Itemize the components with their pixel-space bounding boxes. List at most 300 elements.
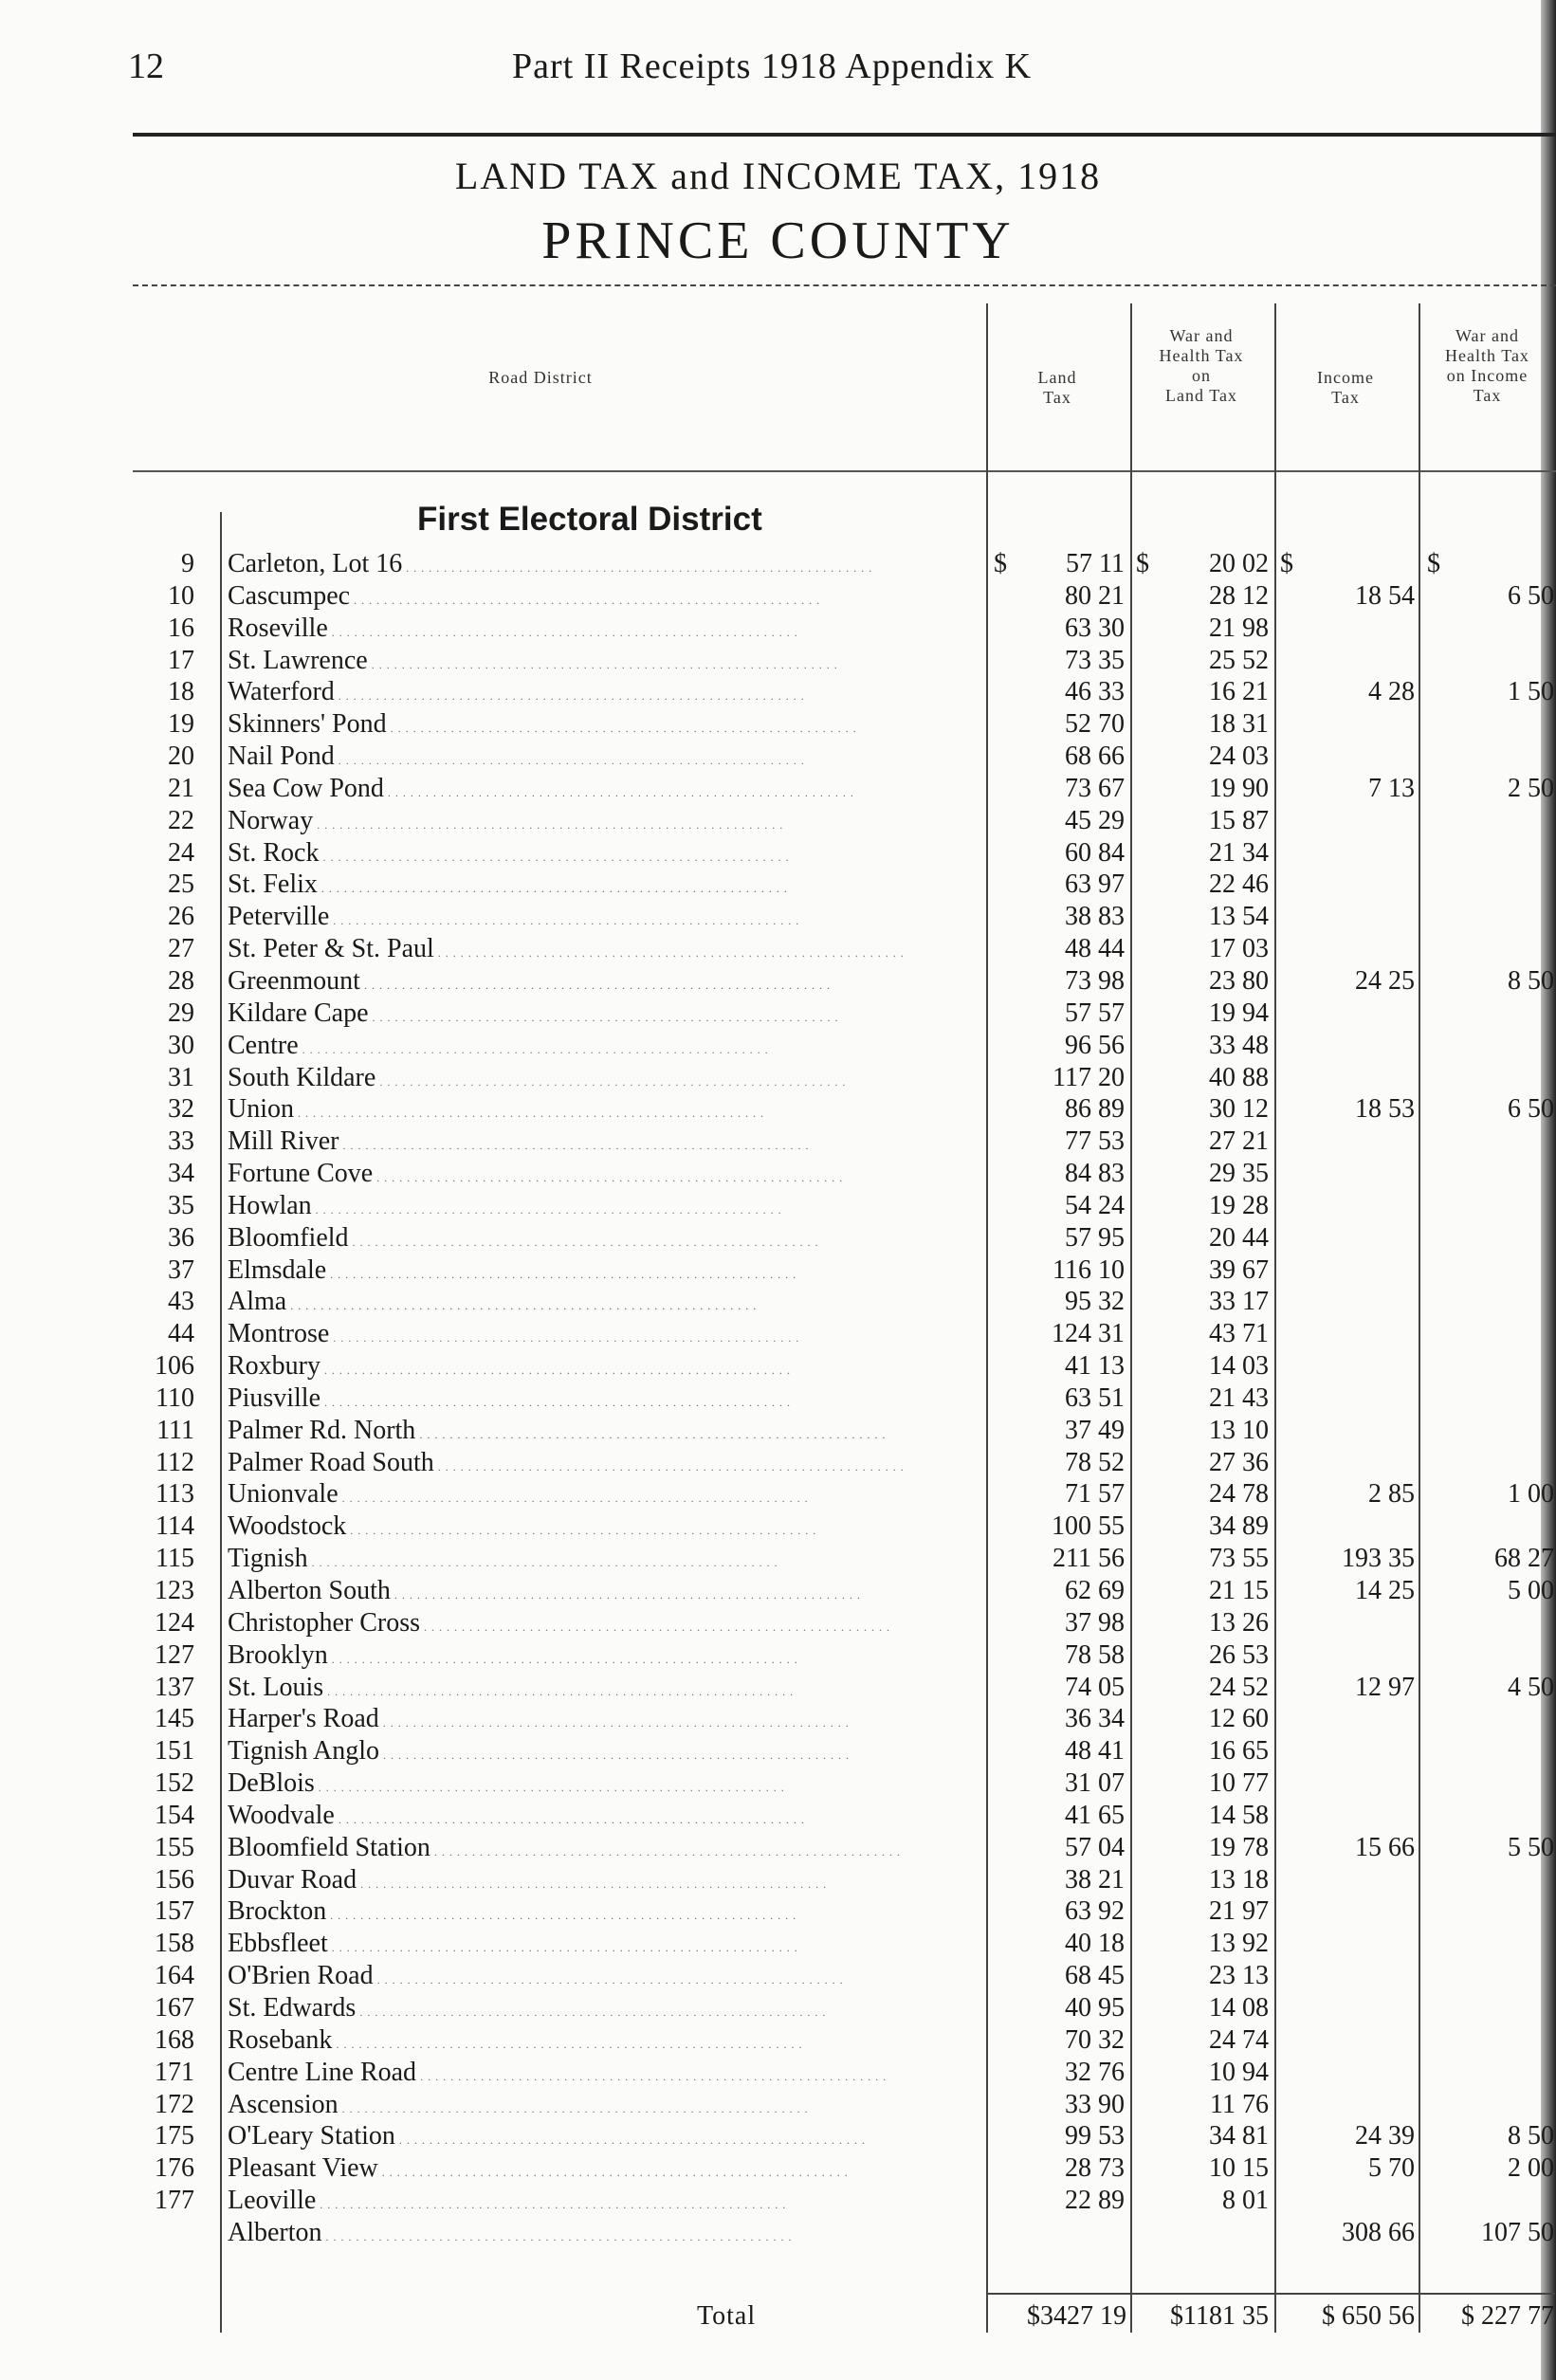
row-number: 114: [156, 1511, 194, 1542]
land-tax-value: 211 56: [1053, 1544, 1125, 1574]
land-tax-value: 57 04: [1065, 1832, 1125, 1862]
war-land-value: 43 71: [1209, 1319, 1269, 1349]
road-district-name: Montrose . . .: [228, 1318, 986, 1355]
table-row: [0, 741, 1556, 773]
row-number: 21: [168, 773, 194, 803]
war-land-value: 8 01: [1222, 2186, 1269, 2216]
land-tax-value: 63 97: [1065, 870, 1125, 900]
war-land-value: 19 28: [1209, 1190, 1269, 1220]
road-district-name: Rosebank . . .: [228, 2024, 986, 2061]
road-district-name: Fortune Cove . . .: [228, 1158, 986, 1195]
row-number: 43: [168, 1287, 194, 1317]
row-number: 167: [155, 1992, 194, 2023]
land-tax-value: 70 32: [1065, 2024, 1125, 2055]
income-tax-value: 4 28: [1368, 677, 1415, 707]
table-row: [0, 1832, 1556, 1864]
war-land-value: 16 65: [1209, 1736, 1269, 1767]
land-tax-value: 60 84: [1065, 837, 1125, 868]
road-district-name: Norway . . .: [228, 805, 986, 842]
war-income-value: 2 50: [1508, 773, 1554, 803]
section-title: First Electoral District: [417, 501, 762, 538]
table-row: [0, 1093, 1556, 1126]
table-row: [0, 2217, 1556, 2249]
land-tax-value: 96 56: [1065, 1030, 1125, 1060]
road-district-name: St. Peter & St. Paul . . .: [228, 933, 986, 970]
table-row: [0, 645, 1556, 677]
row-number: 176: [155, 2153, 194, 2184]
total-label: Total: [697, 2301, 757, 2331]
road-district-name: Harper's Road . . .: [228, 1703, 986, 1740]
war-land-value: 23 80: [1209, 965, 1269, 996]
land-tax-value: 36 34: [1065, 1704, 1125, 1734]
row-number: 16: [168, 613, 194, 643]
land-tax-value: 95 32: [1065, 1287, 1125, 1317]
land-tax-value: 100 55: [1052, 1511, 1125, 1542]
row-number: 172: [155, 2089, 194, 2119]
land-tax-value: 46 33: [1065, 677, 1125, 707]
land-tax-value: 117 20: [1053, 1062, 1125, 1092]
land-tax-value: 38 21: [1065, 1864, 1125, 1895]
land-tax-value: 63 92: [1065, 1896, 1125, 1927]
table-row: [0, 2185, 1556, 2217]
row-number: 32: [168, 1094, 194, 1125]
land-tax-value: 40 18: [1065, 1929, 1125, 1959]
war-land-value: 19 94: [1209, 998, 1269, 1028]
land-tax-value: 73 67: [1065, 773, 1125, 803]
land-tax-value: 37 98: [1065, 1607, 1125, 1638]
column-headers: [0, 284, 1556, 474]
row-number: 112: [156, 1447, 194, 1477]
row-number: 175: [155, 2121, 194, 2151]
table-row: [0, 613, 1556, 645]
page-header: [0, 46, 1556, 93]
road-district-name: Christopher Cross . . .: [228, 1607, 986, 1644]
war-income-value: 5 50: [1508, 1832, 1554, 1862]
war-income-value: 2 00: [1508, 2153, 1554, 2184]
road-district-name: O'Brien Road . . .: [228, 1960, 986, 1997]
war-land-value: 13 18: [1209, 1864, 1269, 1895]
land-tax-value: 28 73: [1065, 2153, 1125, 2184]
income-tax-value: 308 66: [1342, 2217, 1415, 2247]
row-number: 106: [155, 1351, 194, 1382]
table-row: [0, 708, 1556, 741]
road-district-name: Tignish . . .: [228, 1543, 986, 1580]
table-row: [0, 1864, 1556, 1896]
table-row: [0, 1318, 1556, 1350]
road-district-name: South Kildare . . .: [228, 1062, 986, 1099]
war-land-value: 27 21: [1209, 1126, 1269, 1157]
land-tax-value: 63 30: [1065, 613, 1125, 643]
income-tax-value: 18 53: [1355, 1094, 1415, 1125]
war-income-value: 6 50: [1508, 1094, 1554, 1125]
war-income-value: 8 50: [1508, 2121, 1554, 2151]
road-district-name: Alma . . .: [228, 1286, 986, 1323]
table-body: [0, 548, 1556, 2249]
war-land-value: 40 88: [1209, 1062, 1269, 1092]
income-tax-value: 2 85: [1368, 1479, 1415, 1510]
header-road-district: [398, 368, 683, 388]
land-tax-value: 33 90: [1065, 2089, 1125, 2119]
income-tax-value: 12 97: [1355, 1672, 1415, 1702]
document-title: LAND TAX and INCOME TAX, 1918: [454, 155, 1102, 197]
header-war-land-line1: War and: [1169, 326, 1234, 345]
war-land-value: 13 26: [1209, 1607, 1269, 1638]
road-district-name: St. Felix . . .: [228, 869, 986, 906]
total-war-income: $ 227 77: [1461, 2301, 1554, 2331]
row-number: 110: [156, 1382, 194, 1413]
total-income-tax: $ 650 56: [1322, 2301, 1415, 2331]
income-tax-value: 15 66: [1355, 1832, 1415, 1862]
road-district-name: Mill River . . .: [228, 1126, 986, 1163]
table-row: [0, 1415, 1556, 1447]
row-number: 127: [155, 1639, 194, 1670]
road-district-name: Centre Line Road . . .: [228, 2057, 986, 2094]
total-land-tax: $3427 19: [1027, 2301, 1126, 2331]
road-district-name: Cascumpec . . .: [228, 580, 986, 617]
road-district-name: Duvar Road . . .: [228, 1864, 986, 1901]
war-land-value: 20 44: [1209, 1222, 1269, 1253]
row-number: 10: [168, 580, 194, 611]
land-tax-value: 40 95: [1065, 1992, 1125, 2023]
land-tax-value: 57 95: [1065, 1222, 1125, 1253]
land-tax-value: 48 44: [1065, 934, 1125, 964]
war-income-value: 1 50: [1508, 677, 1554, 707]
row-number: 164: [155, 1961, 194, 1991]
row-number: 25: [168, 870, 194, 900]
war-land-value: 28 12: [1209, 580, 1269, 611]
war-land-value: 10 94: [1209, 2057, 1269, 2087]
table-row: [0, 2120, 1556, 2152]
road-district-name: Skinners' Pond . . .: [228, 708, 986, 745]
header-income-tax: [1274, 368, 1417, 408]
table-row: [0, 933, 1556, 965]
row-number: 37: [168, 1254, 194, 1285]
war-land-value: 14 58: [1209, 1800, 1269, 1830]
war-land-value: 73 55: [1209, 1544, 1269, 1574]
road-district-name: Roseville . . .: [228, 613, 986, 650]
income-tax-value: 18 54: [1355, 580, 1415, 611]
land-tax-value: 84 83: [1065, 1159, 1125, 1189]
road-district-name: Woodstock . . .: [228, 1510, 986, 1547]
land-tax-value: 45 29: [1065, 805, 1125, 835]
road-district-name: St. Edwards . . .: [228, 1992, 986, 2029]
table-row: [0, 869, 1556, 901]
table-row: [0, 901, 1556, 933]
header-road-district-text: Road District: [488, 368, 593, 387]
land-tax-value: 73 35: [1065, 645, 1125, 675]
table-row: [0, 2057, 1556, 2089]
land-tax-value: 31 07: [1065, 1768, 1125, 1799]
income-tax-value: 193 35: [1342, 1544, 1415, 1574]
land-tax-value: 116 10: [1053, 1254, 1125, 1285]
road-district-name: St. Rock . . .: [228, 837, 986, 874]
war-land-value: 39 67: [1209, 1254, 1269, 1285]
land-tax-value: 74 05: [1065, 1672, 1125, 1702]
land-tax-value: 57 11: [1066, 549, 1125, 578]
land-tax-value: 63 51: [1065, 1382, 1125, 1413]
row-number: 177: [155, 2186, 194, 2216]
land-tax-value: 78 52: [1065, 1447, 1125, 1477]
road-district-name: Alberton South . . .: [228, 1575, 986, 1612]
land-tax-value: 68 45: [1065, 1961, 1125, 1991]
table-row: [0, 1960, 1556, 1992]
header-land-tax: [986, 368, 1128, 408]
header-war-income-line1: War and: [1455, 326, 1520, 345]
table-row: [0, 580, 1556, 613]
war-land-value: 21 98: [1209, 613, 1269, 643]
row-number: 158: [155, 1929, 194, 1959]
header-income-tax-line2: Tax: [1331, 388, 1360, 407]
war-income-value: 1 00: [1508, 1479, 1554, 1510]
land-tax-value: 41 65: [1065, 1800, 1125, 1830]
war-income-value: 5 00: [1508, 1576, 1554, 1605]
land-tax-value: 78 58: [1065, 1639, 1125, 1670]
row-number: 33: [168, 1126, 194, 1157]
dollar-sign-war-income: $: [1427, 549, 1440, 578]
road-district-name: Kildare Cape . . .: [228, 998, 986, 1034]
row-number: 26: [168, 902, 194, 932]
table-row: [0, 773, 1556, 805]
land-tax-value: 62 69: [1065, 1576, 1125, 1605]
war-income-value: 107 50: [1481, 2217, 1554, 2247]
land-tax-value: 41 13: [1065, 1351, 1125, 1382]
row-number: 151: [155, 1736, 194, 1767]
table-row: [0, 2089, 1556, 2121]
land-tax-value: 38 83: [1065, 902, 1125, 932]
war-land-value: 20 02: [1209, 549, 1269, 578]
road-district-name: Tignish Anglo . . .: [228, 1735, 986, 1772]
road-district-name: Peterville . . .: [228, 901, 986, 938]
column-heads-bottom-rule: [133, 470, 1556, 472]
table-row: [0, 1382, 1556, 1415]
row-number: 34: [168, 1159, 194, 1189]
war-land-value: 10 15: [1209, 2153, 1269, 2184]
road-district-name: Alberton . . .: [228, 2217, 986, 2254]
war-land-value: 25 52: [1209, 645, 1269, 675]
table-row: [0, 1992, 1556, 2024]
dollar-sign-income: $: [1280, 549, 1293, 578]
row-number: 20: [168, 741, 194, 772]
header-land-tax-line1: Land: [1037, 368, 1077, 387]
land-tax-value: 77 53: [1065, 1126, 1125, 1157]
road-district-name: Brockton . . .: [228, 1895, 986, 1932]
row-number: 31: [168, 1062, 194, 1092]
row-number: 157: [155, 1896, 194, 1927]
row-number: 9: [181, 549, 194, 578]
road-district-name: Unionvale . . .: [228, 1478, 986, 1515]
war-land-value: 19 78: [1209, 1832, 1269, 1862]
road-district-name: Piusville . . .: [228, 1382, 986, 1419]
land-tax-value: 73 98: [1065, 965, 1125, 996]
war-land-value: 29 35: [1209, 1159, 1269, 1189]
road-district-name: Union . . .: [228, 1093, 986, 1130]
land-tax-value: 68 66: [1065, 741, 1125, 772]
war-land-value: 21 34: [1209, 837, 1269, 868]
row-number: 123: [155, 1576, 194, 1605]
land-tax-value: 48 41: [1065, 1736, 1125, 1767]
war-land-value: 34 81: [1209, 2121, 1269, 2151]
table-row: [0, 2152, 1556, 2185]
table-row: [0, 1126, 1556, 1158]
war-income-value: 68 27: [1494, 1544, 1554, 1574]
land-tax-value: 71 57: [1065, 1479, 1125, 1510]
table-row: [0, 1254, 1556, 1287]
row-number: 155: [155, 1832, 194, 1862]
total-rule: [986, 2293, 1555, 2295]
table-row: [0, 1190, 1556, 1222]
road-district-name: Roxbury . . .: [228, 1350, 986, 1387]
road-district-name: Waterford . . .: [228, 676, 986, 713]
war-land-value: 14 08: [1209, 1992, 1269, 2023]
war-land-value: 13 54: [1209, 902, 1269, 932]
war-land-value: 12 60: [1209, 1704, 1269, 1734]
war-land-value: 13 10: [1209, 1415, 1269, 1445]
income-tax-value: 5 70: [1368, 2153, 1415, 2184]
road-district-name: Howlan . . .: [228, 1190, 986, 1227]
income-tax-value: 7 13: [1368, 773, 1415, 803]
war-income-value: 8 50: [1508, 965, 1554, 996]
war-land-value: 21 15: [1209, 1576, 1269, 1605]
road-district-name: Nail Pond . . .: [228, 741, 986, 778]
war-income-value: 6 50: [1508, 580, 1554, 611]
table-row: [0, 837, 1556, 870]
land-tax-value: 32 76: [1065, 2057, 1125, 2087]
total-row: [0, 2300, 1556, 2333]
war-land-value: 30 12: [1209, 1094, 1269, 1125]
table-row: [0, 1350, 1556, 1382]
road-district-name: Palmer Rd. North . . .: [228, 1415, 986, 1452]
row-number: 28: [168, 965, 194, 996]
table-row: [0, 1928, 1556, 1960]
road-district-name: Ascension . . .: [228, 2089, 986, 2126]
row-number: 29: [168, 998, 194, 1028]
table-row: [0, 2024, 1556, 2057]
road-district-name: Palmer Road South . . .: [228, 1447, 986, 1484]
dollar-sign-war-land: $: [1136, 549, 1149, 578]
war-land-value: 18 31: [1209, 709, 1269, 740]
row-number: 171: [155, 2057, 194, 2087]
total-war-land: $1181 35: [1170, 2301, 1269, 2331]
running-head: Part II Receipts 1918 Appendix K: [512, 46, 1033, 86]
war-land-value: 24 03: [1209, 741, 1269, 772]
dollar-sign-land: $: [994, 549, 1007, 578]
road-district-name: Greenmount . . .: [228, 965, 986, 1002]
road-district-name: Centre . . .: [228, 1030, 986, 1067]
table-row: [0, 1767, 1556, 1800]
land-tax-value: 57 57: [1065, 998, 1125, 1028]
row-number: 154: [155, 1800, 194, 1830]
header-war-land-line4: Land Tax: [1165, 386, 1237, 405]
table-row: [0, 1672, 1556, 1704]
table-row: [0, 805, 1556, 837]
table-row: [0, 1575, 1556, 1607]
income-tax-value: 24 25: [1355, 965, 1415, 996]
war-land-value: 21 97: [1209, 1896, 1269, 1927]
table-row: [0, 1895, 1556, 1928]
table-row: [0, 1447, 1556, 1479]
row-number: 124: [155, 1607, 194, 1638]
income-tax-value: 24 39: [1355, 2121, 1415, 2151]
road-district-name: Carleton, Lot 16 . . .: [228, 548, 986, 585]
row-number: 156: [155, 1864, 194, 1895]
row-number: 27: [168, 934, 194, 964]
war-income-value: 4 50: [1508, 1672, 1554, 1702]
war-land-value: 10 77: [1209, 1768, 1269, 1799]
header-war-health-land: [1130, 326, 1272, 406]
war-land-value: 16 21: [1209, 677, 1269, 707]
header-war-income-line2: Health Tax: [1445, 346, 1529, 365]
row-number: 18: [168, 677, 194, 707]
road-district-name: St. Louis . . .: [228, 1672, 986, 1709]
row-number: 111: [156, 1415, 194, 1445]
table-row: [0, 1543, 1556, 1575]
row-number: 137: [155, 1672, 194, 1702]
table-row: [0, 1030, 1556, 1062]
header-income-tax-line1: Income: [1317, 368, 1374, 387]
land-tax-value: 54 24: [1065, 1190, 1125, 1220]
road-district-name: Sea Cow Pond . . .: [228, 773, 986, 810]
road-district-name: Woodvale . . .: [228, 1800, 986, 1837]
war-land-value: 11 76: [1210, 2089, 1269, 2119]
table-row: [0, 1800, 1556, 1832]
land-tax-value: 80 21: [1065, 580, 1125, 611]
row-number: 36: [168, 1222, 194, 1253]
header-land-tax-line2: Tax: [1043, 388, 1071, 407]
row-number: 24: [168, 837, 194, 868]
row-number: 115: [156, 1544, 194, 1574]
road-district-name: Bloomfield . . .: [228, 1222, 986, 1259]
row-number: 19: [168, 709, 194, 740]
road-district-name: Elmsdale . . .: [228, 1254, 986, 1291]
war-land-value: 21 43: [1209, 1382, 1269, 1413]
row-number: 152: [155, 1768, 194, 1799]
table-row: [0, 1735, 1556, 1767]
land-tax-value: 52 70: [1065, 709, 1125, 740]
table-row: [0, 1703, 1556, 1735]
war-land-value: 24 74: [1209, 2024, 1269, 2055]
table-row: [0, 1639, 1556, 1672]
road-district-name: Pleasant View . . .: [228, 2152, 986, 2189]
table-row: [0, 965, 1556, 998]
war-land-value: 22 46: [1209, 870, 1269, 900]
row-number: 35: [168, 1190, 194, 1220]
road-district-name: St. Lawrence . . .: [228, 645, 986, 682]
war-land-value: 33 48: [1209, 1030, 1269, 1060]
table-row: [0, 1158, 1556, 1190]
row-number: 145: [155, 1704, 194, 1734]
table-row: [0, 1607, 1556, 1639]
table-row: [0, 676, 1556, 708]
header-rule: [133, 133, 1556, 137]
table-row: [0, 548, 1556, 580]
war-land-value: 17 03: [1209, 934, 1269, 964]
road-district-name: DeBlois . . .: [228, 1767, 986, 1804]
land-tax-value: 22 89: [1065, 2186, 1125, 2216]
header-war-income-line3: on Income: [1446, 366, 1529, 385]
header-war-income-line4: Tax: [1473, 386, 1502, 405]
page-number: 12: [128, 46, 164, 86]
row-number: 17: [168, 645, 194, 675]
war-land-value: 24 78: [1209, 1479, 1269, 1510]
county-title: PRINCE COUNTY: [541, 211, 1015, 270]
war-land-value: 14 03: [1209, 1351, 1269, 1382]
row-number: 44: [168, 1319, 194, 1349]
war-land-value: 13 92: [1209, 1929, 1269, 1959]
road-district-name: Brooklyn . . .: [228, 1639, 986, 1676]
land-tax-value: 124 31: [1052, 1319, 1125, 1349]
war-land-value: 19 90: [1209, 773, 1269, 803]
row-number: 168: [155, 2024, 194, 2055]
